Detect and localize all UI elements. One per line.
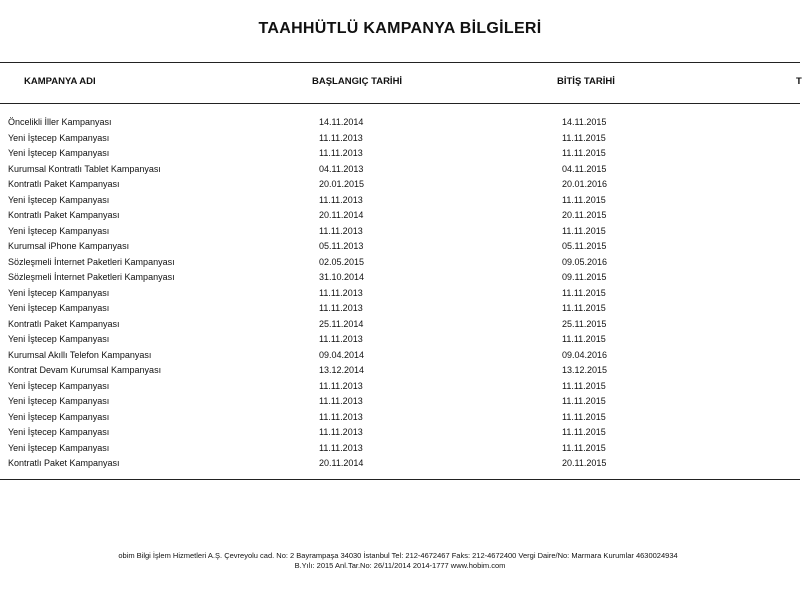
footer-company-info: obim Bilgi İşlem Hizmetleri A.Ş. Çevreyolu cad. No: 2 Bayrampaşa 34030 İstanbul Tel: 212-4672467 Faks: 212-4672400 Vergi Daire/No: Marmara Kurumlar 4630024934: [118, 551, 678, 560]
campaign-name-cell: Sözleşmeli İnternet Paketleri Kampanyası: [8, 256, 175, 267]
start-date-cell: 11.11.2013: [319, 442, 363, 453]
end-date-cell: 11.11.2015: [562, 225, 606, 236]
end-date-cell: 11.11.2015: [562, 427, 606, 437]
campaign-name-cell: Yeni İştecep Kampanyası: [8, 132, 110, 143]
end-date-cell: 13.12.2015: [562, 365, 608, 375]
start-date-cell: 14.11.2014: [319, 117, 364, 127]
table-row: [0, 270, 800, 286]
campaign-table-body: [0, 115, 800, 472]
start-date-cell: 11.11.2013: [319, 396, 363, 406]
start-date-cell: 20.01.2015: [319, 179, 365, 189]
start-date-cell: 13.12.2014: [319, 365, 365, 375]
table-row: [0, 456, 800, 472]
campaign-name-cell: Yeni İştecep Kampanyası: [8, 442, 110, 453]
campaign-name-cell: Yeni İştecep Kampanyası: [8, 194, 110, 205]
end-date-cell: 11.11.2015: [562, 411, 606, 422]
end-date-cell: 20.01.2016: [562, 179, 608, 189]
end-date-cell: 11.11.2015: [562, 334, 606, 344]
campaign-name-cell: Yeni İştecep Kampanyası: [8, 396, 110, 406]
campaign-name-cell: Kontrat Devam Kurumsal Kampanyası: [8, 365, 162, 375]
table-row: [0, 224, 800, 240]
campaign-name-cell: Yeni İştecep Kampanyası: [8, 225, 110, 236]
page-title: TAAHHÜTLÜ KAMPANYA BİLGİLERİ: [258, 20, 542, 37]
end-date-cell: 04.11.2015: [562, 163, 607, 174]
table-row: [0, 208, 800, 224]
table-row: [0, 131, 800, 147]
campaign-name-cell: Yeni İştecep Kampanyası: [8, 303, 110, 313]
end-date-cell: 25.11.2015: [562, 318, 607, 329]
end-date-cell: 05.11.2015: [562, 241, 607, 251]
table-row: [0, 162, 800, 178]
start-date-cell: 09.04.2014: [319, 349, 365, 360]
start-date-cell: 05.11.2013: [319, 241, 364, 251]
campaign-name-cell: Öncelikli İller Kampanyası: [8, 117, 112, 127]
campaign-name-cell: Yeni İştecep Kampanyası: [8, 411, 110, 422]
header-start-date: BAŞLANGIÇ TARİHİ: [312, 76, 403, 87]
table-row: [0, 332, 800, 348]
footer-registration-info: B.Yılı: 2015 Anl.Tar.No: 26/11/2014 2014-1777 www.hobim.com: [294, 561, 506, 570]
start-date-cell: 02.05.2015: [319, 256, 365, 267]
header-campaign-name: KAMPANYA ADI: [24, 76, 96, 87]
table-row: [0, 115, 800, 131]
campaign-name-cell: Kontratlı Paket Kampanyası: [8, 179, 120, 189]
table-row: [0, 425, 800, 441]
table-row: [0, 177, 800, 193]
table-header: [0, 76, 800, 90]
table-row: [0, 348, 800, 364]
start-date-cell: 25.11.2014: [319, 318, 364, 329]
start-date-cell: 11.11.2013: [319, 411, 363, 422]
table-row: [0, 255, 800, 271]
start-date-cell: 11.11.2013: [319, 225, 363, 236]
table-row: [0, 301, 800, 317]
campaign-name-cell: Kontratlı Paket Kampanyası: [8, 458, 120, 468]
end-date-cell: 11.11.2015: [562, 380, 606, 391]
campaign-name-cell: Kurumsal Kontratlı Tablet Kampanyası: [8, 163, 161, 174]
start-date-cell: 11.11.2013: [319, 380, 363, 391]
end-date-cell: 11.11.2015: [562, 148, 606, 158]
end-date-cell: 11.11.2015: [562, 303, 606, 313]
table-row: [0, 146, 800, 162]
campaign-name-cell: Yeni İştecep Kampanyası: [8, 427, 110, 437]
table-row: [0, 410, 800, 426]
campaign-name-cell: Kurumsal iPhone Kampanyası: [8, 241, 130, 251]
start-date-cell: 11.11.2013: [319, 287, 363, 298]
table-row: [0, 379, 800, 395]
start-date-cell: 11.11.2013: [319, 148, 363, 158]
end-date-cell: 09.04.2016: [562, 349, 608, 360]
end-date-cell: 20.11.2015: [562, 458, 607, 468]
start-date-cell: 31.10.2014: [319, 272, 365, 282]
end-date-cell: 20.11.2015: [562, 210, 607, 220]
end-date-cell: 11.11.2015: [562, 287, 606, 298]
header-end-date: BİTİŞ TARİHİ: [557, 76, 615, 87]
table-row: [0, 239, 800, 255]
table-row: [0, 193, 800, 209]
campaign-name-cell: Yeni İştecep Kampanyası: [8, 334, 110, 344]
start-date-cell: 11.11.2013: [319, 132, 363, 143]
campaign-name-cell: Yeni İştecep Kampanyası: [8, 380, 110, 391]
end-date-cell: 14.11.2015: [562, 117, 607, 127]
table-row: [0, 394, 800, 410]
campaign-name-cell: Kurumsal Akıllı Telefon Kampanyası: [8, 349, 152, 360]
table-row: [0, 286, 800, 302]
start-date-cell: 11.11.2013: [319, 194, 363, 205]
campaign-name-cell: Kontratlı Paket Kampanyası: [8, 318, 120, 329]
start-date-cell: 11.11.2013: [319, 427, 363, 437]
end-date-cell: 11.11.2015: [562, 194, 606, 205]
campaign-name-cell: Yeni İştecep Kampanyası: [8, 287, 110, 298]
campaign-name-cell: Sözleşmeli İnternet Paketleri Kampanyası: [8, 272, 175, 282]
start-date-cell: 04.11.2013: [319, 163, 364, 174]
table-bottom-rule: [0, 479, 800, 480]
end-date-cell: 11.11.2015: [562, 396, 606, 406]
start-date-cell: 11.11.2013: [319, 334, 363, 344]
table-row: [0, 363, 800, 379]
end-date-cell: 09.05.2016: [562, 256, 608, 267]
start-date-cell: 20.11.2014: [319, 458, 364, 468]
header-extra-column: T: [796, 76, 802, 87]
end-date-cell: 11.11.2015: [562, 442, 606, 453]
start-date-cell: 11.11.2013: [319, 303, 363, 313]
table-row: [0, 317, 800, 333]
start-date-cell: 20.11.2014: [319, 210, 364, 220]
table-row: [0, 441, 800, 457]
end-date-cell: 11.11.2015: [562, 132, 606, 143]
end-date-cell: 09.11.2015: [562, 272, 607, 282]
campaign-name-cell: Kontratlı Paket Kampanyası: [8, 210, 120, 220]
campaign-name-cell: Yeni İştecep Kampanyası: [8, 148, 110, 158]
header-bottom-rule: [0, 103, 800, 104]
header-top-rule: [0, 62, 800, 63]
